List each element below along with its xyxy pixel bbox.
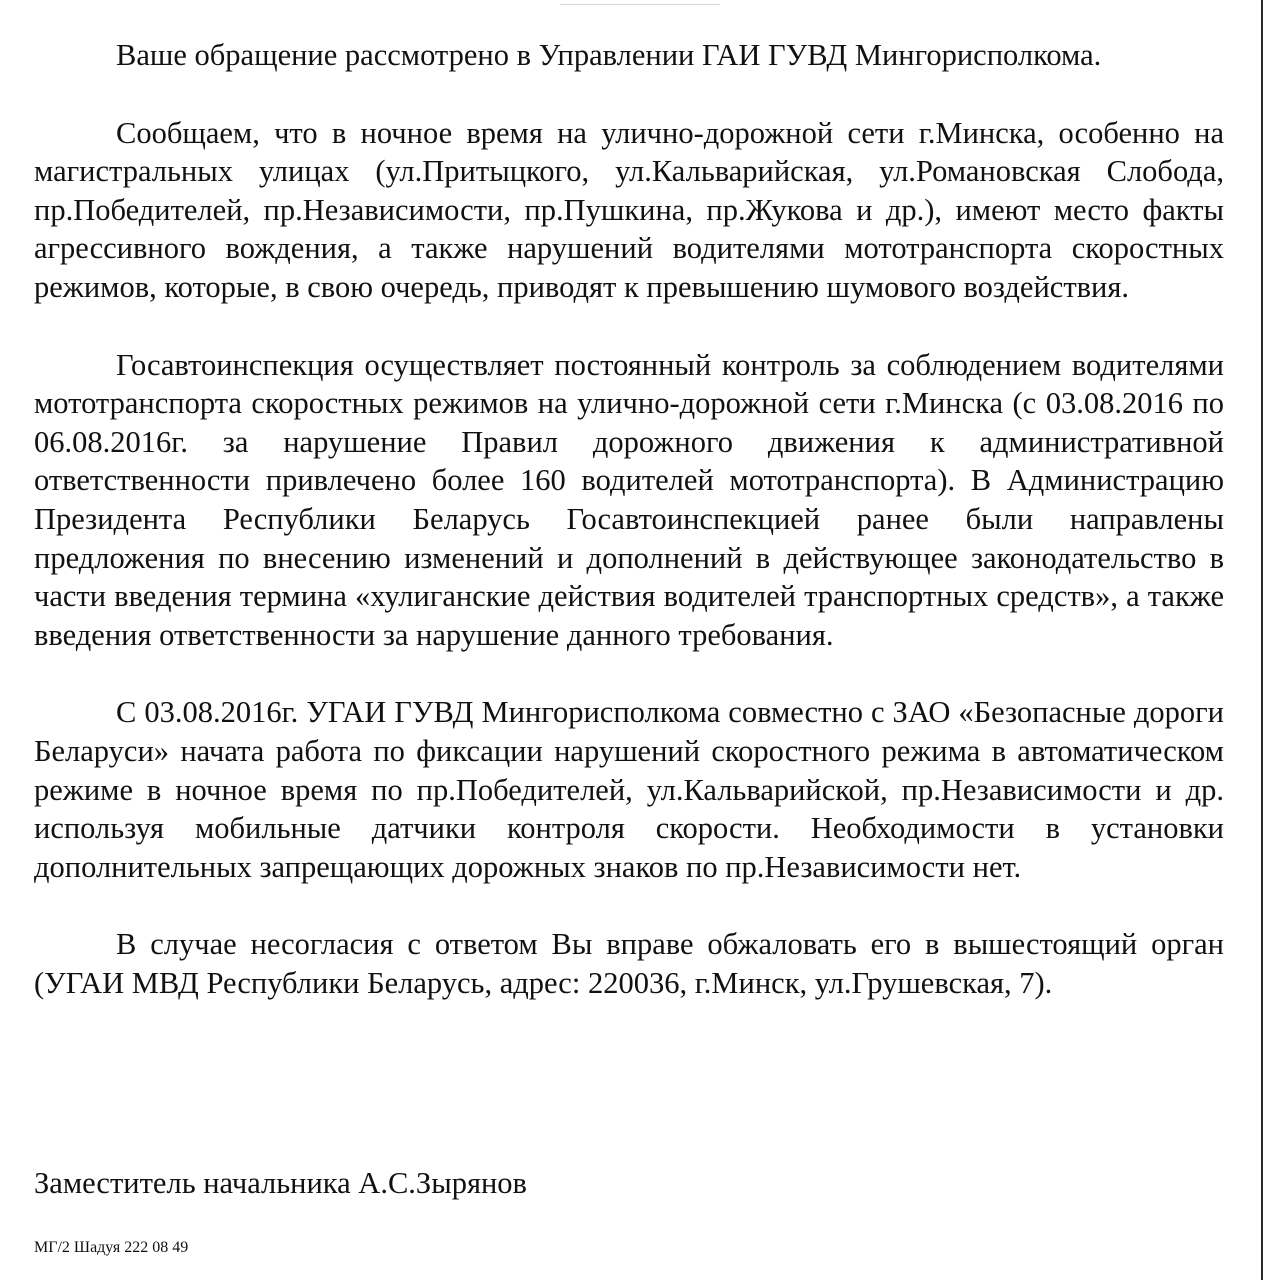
page-top-edge — [560, 0, 720, 5]
paragraph-automatic-fixation: С 03.08.2016г. УГАИ ГУВД Мингорисполкома совместно с ЗАО «Безопасные дороги Беларуси» начата работа по фиксации нарушений скоростного режима в автоматическом режиме в ночное время по пр.Победителей, ул.Кальварийской, пр.Независимости и др. используя мобильные датчики контроля скорости. Необходимости в установки дополнительных запрещающих дорожных знаков по пр.Независимости нет. — [34, 695, 1224, 884]
paragraph-control-measures: Госавтоинспекция осуществляет постоянный контроль за соблюдением водителями мототранспорта скоростных режимов на улично-дорожной сети г.Минска (с 03.08.2016 по 06.08.2016г. за нарушение Правил дорожного движения к административной ответственности привлечено более 160 водителей мототранспорта). В Администрацию Президента Республики Беларусь Госавтоинспекцией ранее были направлены предложения по внесению изменений и дополнений в действующее законодательство в части введения термина «хулиганские действия водителей транспортных средств», а также введения ответственности за нарушение данного требования. — [34, 347, 1224, 652]
executor-footer: МГ/2 Шадуя 222 08 49 — [34, 1239, 189, 1256]
paragraph-appeal-notice: В случае несогласия с ответом Вы вправе обжаловать его в вышестоящий орган (УГАИ МВД Республики Беларусь, адрес: 220036, г.Минск, ул.Грушевская, 7). — [34, 927, 1224, 1000]
letter-body — [34, 36, 1224, 1002]
paragraph-aggressive-driving: Сообщаем, что в ночное время на улично-дорожной сети г.Минска, особенно на магистральных улицах (ул.Притыцкого, ул.Кальварийская, ул.Романовская Слобода, пр.Победителей, пр.Независимости, пр.Пушкина, пр.Жукова и др.), имеют место факты агрессивного вождения, а также нарушений водителями мототранспорта скоростных режимов, которые, в свою очередь, приводят к превышению шумового воздействия. — [34, 115, 1224, 304]
intro-paragraph: Ваше обращение рассмотрено в Управлении ГАИ ГУВД Мингорисполкома. — [116, 38, 1102, 72]
signature-line: Заместитель начальника А.С.Зырянов — [34, 1166, 527, 1200]
